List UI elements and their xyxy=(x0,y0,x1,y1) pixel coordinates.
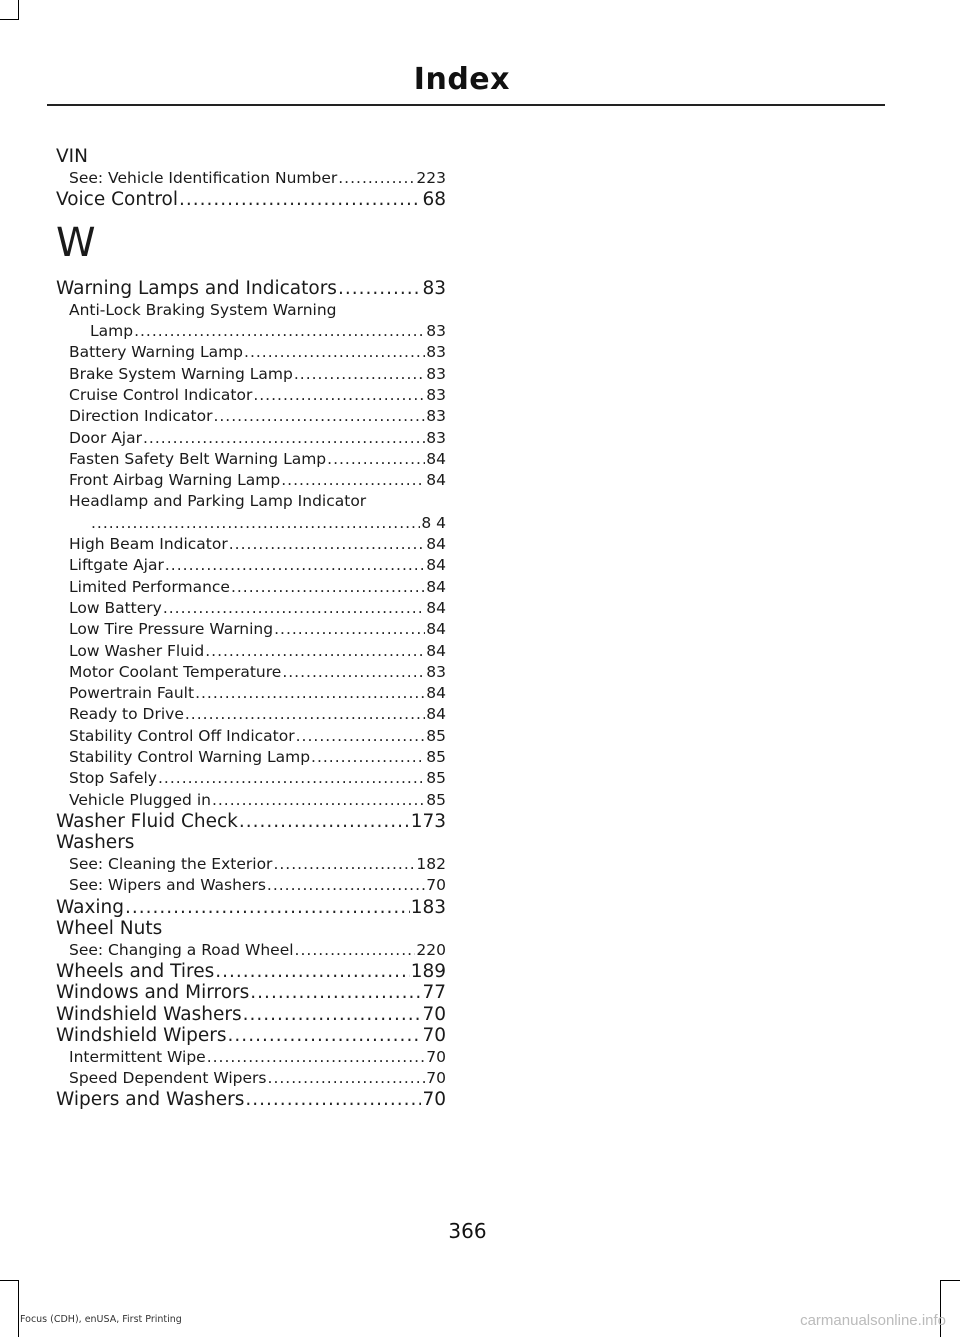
entry-label: Windshield Wipers xyxy=(56,1025,227,1047)
crop-mark xyxy=(18,0,19,20)
subentry-label: Direction Indicator xyxy=(69,407,213,426)
page-ref: 68 xyxy=(422,188,446,210)
watermark: carmanualsonline.info xyxy=(800,1312,946,1329)
subentry-label: See: Changing a Road Wheel xyxy=(69,940,294,959)
index-subentry[interactable] xyxy=(56,470,446,491)
entry-label: Washer Fluid Check xyxy=(56,810,238,832)
subentry-label: See: Cleaning the Exterior xyxy=(69,854,273,873)
leader-dots xyxy=(228,1025,422,1047)
page-ref: 70 xyxy=(426,876,446,895)
index-subentry[interactable] xyxy=(56,428,446,449)
subentry-label: Powertrain Fault xyxy=(69,684,195,703)
index-subentry[interactable] xyxy=(56,342,446,363)
index-subentry[interactable] xyxy=(56,726,446,747)
page-ref: 84 xyxy=(426,598,446,617)
subentry-label: High Beam Indicator xyxy=(69,535,228,554)
leader-dots xyxy=(195,683,425,704)
leader-dots xyxy=(338,168,415,189)
page-ref: 83 xyxy=(426,364,446,383)
index-subentry[interactable] xyxy=(56,1047,446,1068)
page-ref: 83 xyxy=(422,278,446,300)
index-entry-windshield-wipers[interactable] xyxy=(56,1025,446,1047)
subentry-label: Door Ajar xyxy=(69,428,142,447)
index-subentry[interactable] xyxy=(56,406,446,427)
entry-label: Windows and Mirrors xyxy=(56,982,250,1004)
index-entry-windshield-washers[interactable] xyxy=(56,1004,446,1026)
subentry-label: Stability Control Warning Lamp xyxy=(69,748,311,767)
subentry-label: Low Tire Pressure Warning xyxy=(69,620,274,639)
leader-dots xyxy=(165,555,425,576)
subentry-label: Fasten Safety Belt Warning Lamp xyxy=(69,449,327,468)
index-subentry[interactable] xyxy=(56,854,446,875)
leader-dots xyxy=(215,961,409,983)
index-entry-windows-mirrors[interactable] xyxy=(56,982,446,1004)
entry-label: Warning Lamps and Indicators xyxy=(56,278,337,300)
index-entry-washers: Washers xyxy=(56,832,135,854)
index-subentry[interactable] xyxy=(56,619,446,640)
leader-dots xyxy=(243,1004,422,1026)
leader-dots xyxy=(134,321,425,342)
subentry-label: Intermittent Wipe xyxy=(69,1047,206,1066)
index-subentry[interactable] xyxy=(56,641,446,662)
page-ref: 83 xyxy=(426,428,446,447)
leader-dots xyxy=(274,619,425,640)
page-ref: 85 xyxy=(426,726,446,745)
subentry-label: Lamp xyxy=(90,322,134,341)
index-subentry[interactable] xyxy=(56,364,446,385)
leader-dots xyxy=(207,1047,426,1068)
subentry-label: Stability Control Off Indicator xyxy=(69,726,295,745)
leader-dots xyxy=(158,768,425,789)
page-ref: 70 xyxy=(426,1069,446,1088)
index-subentry[interactable] xyxy=(56,875,446,896)
edition-footer: Focus (CDH), enUSA, First Printing xyxy=(20,1314,182,1325)
leader-dots xyxy=(185,704,425,725)
index-subentry[interactable] xyxy=(56,662,446,683)
page-ref: 84 xyxy=(426,577,446,596)
index-column xyxy=(56,146,446,1111)
index-subentry[interactable] xyxy=(56,168,446,189)
page-title: Index xyxy=(413,62,510,97)
subentry-label: See: Vehicle Identification Number xyxy=(69,168,338,187)
index-entry-washer-fluid-check[interactable] xyxy=(56,811,446,833)
index-subentry-headlamp[interactable]: Headlamp and Parking Lamp Indicator xyxy=(69,492,367,511)
index-entry-waxing[interactable] xyxy=(56,897,446,919)
index-entry-voice-control[interactable] xyxy=(56,189,446,211)
subentry-label: Battery Warning Lamp xyxy=(69,343,244,362)
index-entry-wheels-tires[interactable] xyxy=(56,961,446,983)
page-ref: 84 xyxy=(426,620,446,639)
subentry-label: Brake System Warning Lamp xyxy=(69,364,293,383)
page-ref: 70 xyxy=(422,1089,446,1111)
subentry-label: Cruise Control Indicator xyxy=(69,385,253,404)
leader-dots xyxy=(281,470,425,491)
index-subentry[interactable] xyxy=(56,555,446,576)
page-ref: 84 xyxy=(426,556,446,575)
page-ref: 70 xyxy=(422,1025,446,1047)
leader-dots xyxy=(212,790,425,811)
section-letter: W xyxy=(56,220,96,267)
leader-dots xyxy=(91,513,420,534)
leader-dots xyxy=(267,875,425,896)
page-ref: 220 xyxy=(416,940,446,959)
entry-label: Voice Control xyxy=(56,188,178,210)
leader-dots xyxy=(253,385,425,406)
crop-mark xyxy=(0,19,19,20)
index-entry-wheel-nuts: Wheel Nuts xyxy=(56,918,163,940)
page-ref: 83 xyxy=(426,662,446,681)
page-ref: 83 xyxy=(426,385,446,404)
subentry-label: Speed Dependent Wipers xyxy=(69,1069,267,1088)
leader-dots xyxy=(239,811,410,833)
leader-dots xyxy=(282,662,425,683)
leader-dots xyxy=(250,982,421,1004)
page-ref: 84 xyxy=(426,471,446,490)
header-rule xyxy=(47,104,885,106)
subentry-label: Vehicle Plugged in xyxy=(69,790,211,809)
index-subentry[interactable] xyxy=(56,385,446,406)
index-subentry[interactable] xyxy=(56,1068,446,1089)
leader-dots xyxy=(327,449,425,470)
subentry-label: Motor Coolant Temperature xyxy=(69,662,282,681)
index-entry-warning-lamps[interactable] xyxy=(56,278,446,300)
subentry-label: See: Wipers and Washers xyxy=(69,876,266,895)
page-ref: 84 xyxy=(426,535,446,554)
leader-dots xyxy=(245,1089,421,1111)
page-ref: 70 xyxy=(422,1003,446,1025)
subentry-label: Front Airbag Warning Lamp xyxy=(69,471,281,490)
page-ref: 8 4 xyxy=(421,513,446,532)
leader-dots xyxy=(338,278,422,300)
leader-dots xyxy=(231,577,425,598)
page-ref: 83 xyxy=(426,343,446,362)
index-subentry-abs[interactable]: Anti-Lock Braking System Warning xyxy=(69,300,337,319)
page-ref: 85 xyxy=(426,748,446,767)
index-subentry[interactable] xyxy=(56,449,446,470)
subentry-label: Low Washer Fluid xyxy=(69,641,205,660)
entry-label: Wipers and Washers xyxy=(56,1089,245,1111)
index-subentry[interactable] xyxy=(56,598,446,619)
crop-mark xyxy=(940,1280,960,1281)
page-ref: 84 xyxy=(426,449,446,468)
crop-mark xyxy=(0,1280,19,1281)
page-ref: 223 xyxy=(416,168,446,187)
subentry-label: Limited Performance xyxy=(69,577,230,596)
page-ref: 85 xyxy=(426,769,446,788)
leader-dots xyxy=(296,726,426,747)
subentry-label: Liftgate Ajar xyxy=(69,556,164,575)
page-ref: 84 xyxy=(426,705,446,724)
index-subentry-headlamp-cont[interactable] xyxy=(56,513,446,534)
leader-dots xyxy=(143,428,425,449)
page-ref: 77 xyxy=(422,982,446,1004)
index-entry-wipers-washers[interactable] xyxy=(56,1089,446,1111)
leader-dots xyxy=(244,342,425,363)
subentry-label: Ready to Drive xyxy=(69,705,184,724)
index-subentry[interactable] xyxy=(56,534,446,555)
index-subentry-abs-cont[interactable] xyxy=(56,321,446,342)
subentry-label: Low Battery xyxy=(69,598,162,617)
subentry-label: Stop Safely xyxy=(69,769,157,788)
leader-dots xyxy=(179,189,421,211)
leader-dots xyxy=(311,747,425,768)
page-ref: 83 xyxy=(426,407,446,426)
index-subentry[interactable] xyxy=(56,768,446,789)
crop-mark xyxy=(18,1280,19,1337)
page-ref: 83 xyxy=(426,322,446,341)
page-ref: 183 xyxy=(410,896,446,918)
index-subentry[interactable] xyxy=(56,577,446,598)
leader-dots xyxy=(213,406,425,427)
index-subentry[interactable] xyxy=(56,683,446,704)
entry-label: Wheels and Tires xyxy=(56,960,215,982)
leader-dots xyxy=(125,897,410,919)
leader-dots xyxy=(205,641,425,662)
leader-dots xyxy=(294,364,425,385)
index-subentry[interactable] xyxy=(56,747,446,768)
index-subentry[interactable] xyxy=(56,704,446,725)
leader-dots xyxy=(273,854,415,875)
leader-dots xyxy=(268,1068,426,1089)
page-ref: 85 xyxy=(426,790,446,809)
index-subentry[interactable] xyxy=(56,940,446,961)
page-number: 366 xyxy=(448,1219,487,1243)
index-entry-vin: VIN xyxy=(56,146,88,167)
page-ref: 70 xyxy=(426,1047,446,1066)
page-ref: 182 xyxy=(416,854,446,873)
leader-dots xyxy=(229,534,426,555)
page-ref: 84 xyxy=(426,641,446,660)
page-ref: 84 xyxy=(426,684,446,703)
leader-dots xyxy=(295,940,416,961)
index-subentry[interactable] xyxy=(56,790,446,811)
leader-dots xyxy=(163,598,425,619)
entry-label: Windshield Washers xyxy=(56,1003,242,1025)
page-ref: 173 xyxy=(410,810,446,832)
entry-label: Waxing xyxy=(56,896,125,918)
page-ref: 189 xyxy=(410,960,446,982)
